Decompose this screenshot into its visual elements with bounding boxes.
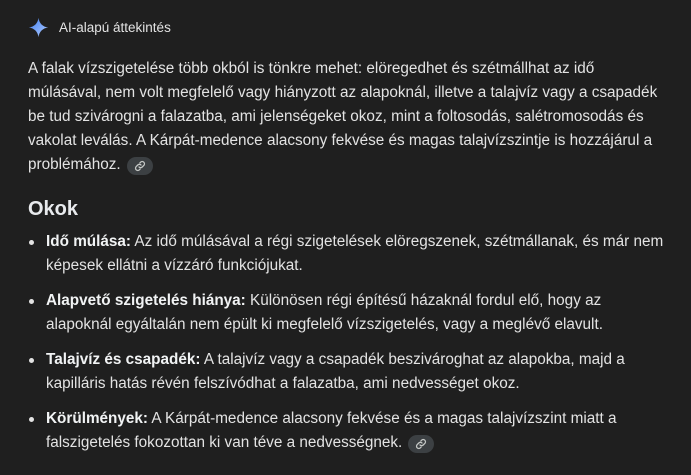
source-link-button[interactable] bbox=[408, 435, 434, 453]
list-item-term: Körülmények: bbox=[46, 410, 149, 427]
list-item bbox=[28, 348, 668, 396]
list-item-text: Az idő múlásával a régi szigetelések elöregszenek, szétmállanak, és már nem képesek ellátni a vízzáró funkciójukat. bbox=[46, 233, 664, 274]
list-item-text: Különösen régi építésű házaknál fordul elő, hogy az alapoknál egyáltalán nem épült ki megfelelő vízszigetelés, vagy a meglévő elavult. bbox=[46, 292, 603, 333]
list-item-term: Alapvető szigetelés hiánya: bbox=[46, 292, 246, 309]
list-item bbox=[28, 289, 668, 337]
list-item-term: Talajvíz és csapadék: bbox=[46, 351, 201, 368]
list-item bbox=[28, 407, 668, 455]
causes-list bbox=[28, 230, 668, 466]
section-heading-okok: Okok bbox=[28, 198, 79, 220]
list-item-term: Idő múlása: bbox=[46, 233, 131, 250]
gemini-sparkle-icon bbox=[28, 17, 49, 38]
ai-overview-title: AI-alapú áttekintés bbox=[59, 19, 171, 35]
list-item bbox=[28, 230, 668, 278]
bullet-dot bbox=[29, 358, 34, 363]
bullet-dot bbox=[29, 299, 34, 304]
link-icon bbox=[134, 160, 146, 172]
ai-overview-header bbox=[28, 16, 171, 38]
list-item-text: A Kárpát-medence alacsony fekvése és a magas talajvízszint miatt a falszigetelés fokozottan ki van téve a nedvességnek. bbox=[46, 410, 617, 451]
bullet-dot bbox=[29, 417, 34, 422]
list-item-text: A talajvíz vagy a csapadék beszivároghat az alapokba, majd a kapilláris hatás révén felszívódhat a falazatba, ami nedvességet okoz. bbox=[46, 351, 625, 392]
intro-paragraph bbox=[28, 57, 668, 177]
bullet-dot bbox=[29, 240, 34, 245]
link-icon bbox=[415, 438, 427, 450]
intro-text: A falak vízszigetelése több okból is tönkre mehet: elöregedhet és szétmállhat az idő múlásával, nem volt megfelelő vagy hiányzott az alapoknál, illetve a talajvíz vagy a csapadék be tud szivárogni a falazatba, ami jelenségeket okoz, mint a foltosodás, salétromosodás és vakolat leválás. A Kárpát-medence alacsony fekvése és magas talajvízszintje is hozzájárul a problémához. bbox=[28, 60, 658, 173]
source-link-button[interactable] bbox=[127, 157, 153, 175]
